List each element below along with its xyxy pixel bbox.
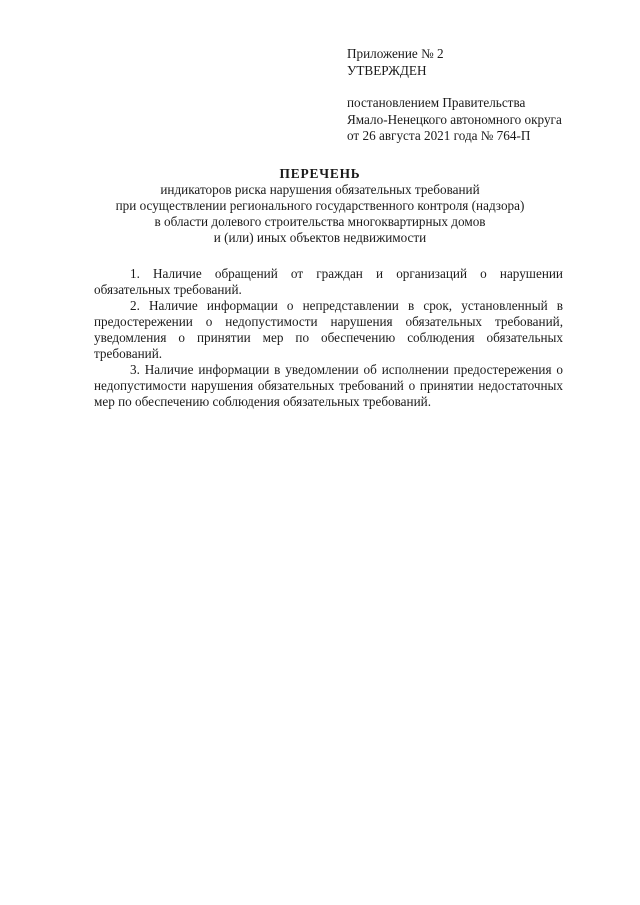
title-heading: ПЕРЕЧЕНЬ xyxy=(279,166,361,181)
title-line-2: при осуществлении регионального государственного контроля (надзора) xyxy=(115,198,525,213)
document-body xyxy=(94,266,563,410)
approval-block xyxy=(347,46,562,145)
title-line-3: в области долевого строительства многоквартирных домов xyxy=(154,214,486,229)
appendix-label: Приложение № 2 xyxy=(347,46,444,61)
approval-line-2: Ямало-Ненецкого автономного округа xyxy=(347,111,562,127)
approval-line-3: от 26 августа 2021 года № 764-П xyxy=(347,128,531,143)
list-item-2: 2. Наличие информации о непредставлении в срок, установленный в предостережении о недопустимости нарушения обязательных требований, уведомления о принятии мер по обеспечению соблюдения обязательных требований. xyxy=(94,298,563,361)
document-title xyxy=(80,166,560,246)
title-line-1: индикаторов риска нарушения обязательных требований xyxy=(160,182,480,197)
approved-label: УТВЕРЖДЕН xyxy=(347,62,427,78)
approval-line-1: постановлением Правительства xyxy=(347,95,526,110)
spacer xyxy=(347,79,562,95)
title-line-4: и (или) иных объектов недвижимости xyxy=(213,230,427,245)
list-item-1: 1. Наличие обращений от граждан и организаций о нарушении обязательных требований. xyxy=(94,266,563,297)
list-item-3: 3. Наличие информации в уведомлении об исполнении предостережения о недопустимости нарушения обязательных требований о принятии недостаточных мер по обеспечению соблюдения обязательных требований. xyxy=(94,362,563,409)
